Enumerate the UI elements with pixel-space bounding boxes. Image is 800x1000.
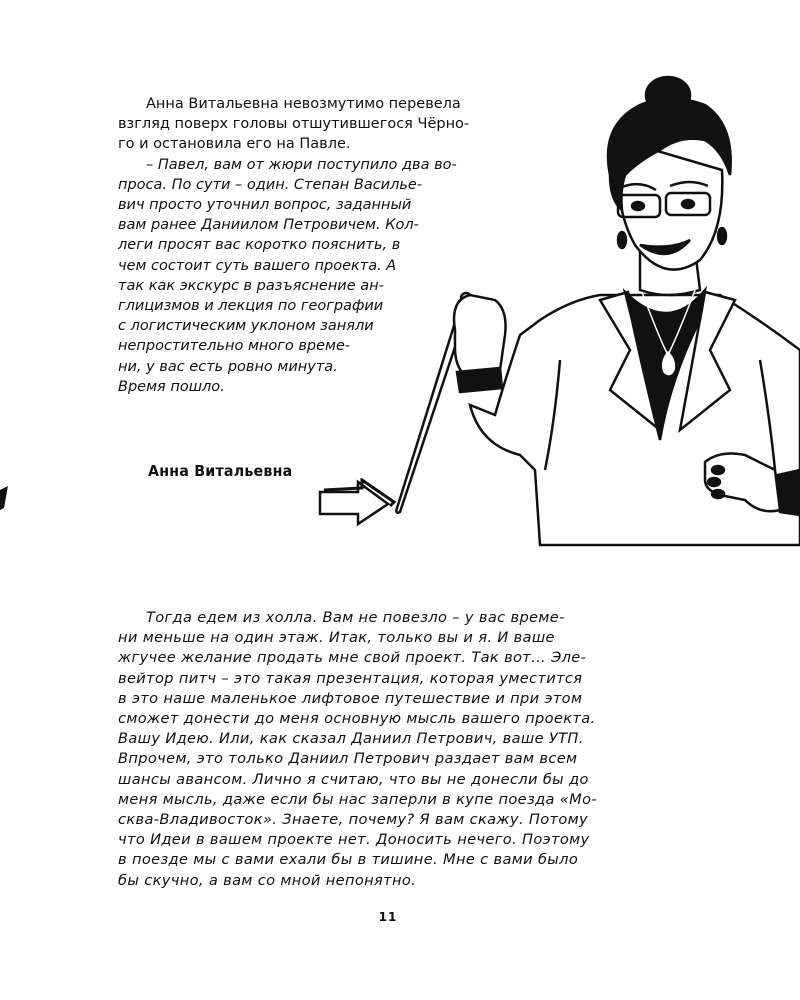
narration-line: го и остановила его на Павле.	[118, 136, 351, 153]
paragraph-line: в это наше маленькое лифтовое путешествие и при этом	[118, 689, 583, 707]
speech-line: леги просят вас коротко пояснить, в	[118, 237, 401, 254]
speech-line: глицизмов и лекция по географии	[118, 298, 384, 315]
bottom-paragraph	[118, 608, 663, 891]
edge-mark-icon	[0, 486, 10, 510]
paragraph-line: Вашу Идею. Или, как сказал Даниил Петрович, ваше УТП.	[118, 730, 584, 748]
paragraph-line: бы скучно, а вам со мной непонятно.	[118, 871, 417, 889]
paragraph-line: Впрочем, это только Даниил Петрович раздает вам всем	[118, 750, 578, 768]
narration-line: взгляд поверх головы отшутившегося Чёрно-	[118, 116, 470, 133]
right-arrow-icon	[318, 478, 398, 528]
paragraph-line: ни меньше на один этаж. Итак, только вы и я. И ваше	[118, 629, 555, 647]
paragraph-line: сква-Владивосток». Знаете, почему? Я вам скажу. Потому	[118, 811, 588, 829]
top-paragraph	[118, 94, 538, 397]
paragraph-line: в поезде мы с вами ехали бы в тишине. Мне с вами было	[118, 851, 579, 869]
paragraph-line: шансы авансом. Лично я считаю, что вы не донесли бы до	[118, 770, 589, 788]
speech-line: ни, у вас есть ровно минута.	[118, 358, 338, 375]
paragraph-line: вейтор питч – это такая презентация, которая уместится	[118, 669, 583, 687]
paragraph-line: меня мысль, даже если бы нас заперли в купе поезда «Мо-	[118, 790, 597, 808]
speech-line: так как экскурс в разъяснение ан-	[118, 277, 384, 294]
speech-line: чем состоит суть вашего проекта. А	[118, 257, 397, 274]
paragraph-line: Тогда едем из холла. Вам не повезло – у вас време-	[146, 609, 565, 626]
speech-line: – Павел, вам от жюри поступило два во-	[146, 156, 457, 173]
head	[608, 77, 731, 270]
page-number: 11	[378, 910, 398, 924]
speech-line: непростительно много време-	[118, 338, 351, 355]
paragraph-line: сможет донести до меня основную мысль вашего проекта.	[118, 710, 596, 728]
speech-line: проса. По сути – один. Степан Василье-	[118, 176, 423, 193]
paragraph-line: жгучее желание продать мне свой проект. Так вот… Эле-	[118, 649, 587, 667]
speech-line: с логистическим уклоном заняли	[118, 318, 374, 335]
speech-line: вам ранее Даниилом Петровичем. Кол-	[118, 217, 419, 234]
speech-line: Время пошло.	[118, 378, 225, 395]
paragraph-line: что Идеи в вашем проекте нет. Доносить нечего. Поэтому	[118, 831, 590, 849]
speech-line: вич просто уточнил вопрос, заданный	[118, 197, 412, 214]
narration-line: Анна Витальевна невозмутимо перевела	[146, 96, 461, 112]
character-caption: Анна Витальевна	[148, 462, 293, 480]
dialogue-speech	[118, 155, 538, 397]
